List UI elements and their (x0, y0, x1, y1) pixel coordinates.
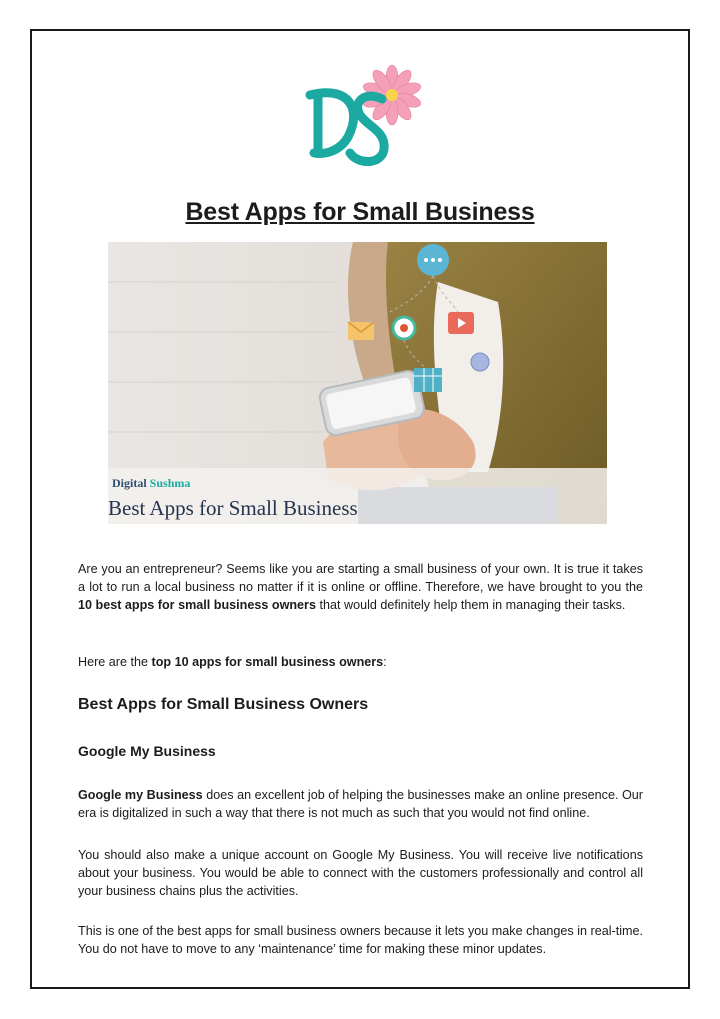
ds-logo (300, 55, 430, 175)
top-apps-bold: top 10 apps for small business owners (151, 655, 384, 669)
intro-paragraph: Are you an entrepreneur? Seems like you are starting a small business of your own. It is true it takes a lot to run a local business no matter if it is online or offline. Therefore, we have brought to you the 10 best apps for small business owners that would definitely help them in managing their tasks. (78, 562, 643, 612)
chat-bubble-icon (417, 244, 449, 276)
hero-image (108, 242, 607, 524)
gmb-paragraph-1: Google my Business does an excellent job of helping the businesses make an online presence. Our era is digitalized in such a way that there is not much as such that you would not find online. (78, 788, 643, 820)
globe-icon (471, 353, 489, 371)
calendar-icon (414, 368, 442, 392)
sub-heading: Google My Business (78, 743, 216, 759)
top-apps-paragraph: Here are the top 10 apps for small business owners: (78, 655, 387, 669)
target-icon (393, 317, 415, 339)
mail-icon (348, 322, 374, 340)
hero-caption: Best Apps for Small Business (108, 496, 358, 520)
document-title: Best Apps for Small Business (185, 198, 535, 226)
intro-bold: 10 best apps for small business owners (78, 598, 316, 612)
gmb-bold: Google my Business (78, 788, 203, 802)
hero-brand: Digital Sushma (112, 476, 191, 490)
gmb-paragraph-3: This is one of the best apps for small business owners because it lets you make changes in real-time. You do not have to move to any ‘maintenance’ time for making these minor updates. (78, 924, 643, 956)
section-heading: Best Apps for Small Business Owners (78, 696, 369, 713)
gmb-paragraph-2: You should also make a unique account on Google My Business. You will receive live notifications about your business. You would be able to connect with the customers professionally and control all your business chains plus the activities. (78, 848, 643, 898)
video-icon (448, 312, 474, 334)
